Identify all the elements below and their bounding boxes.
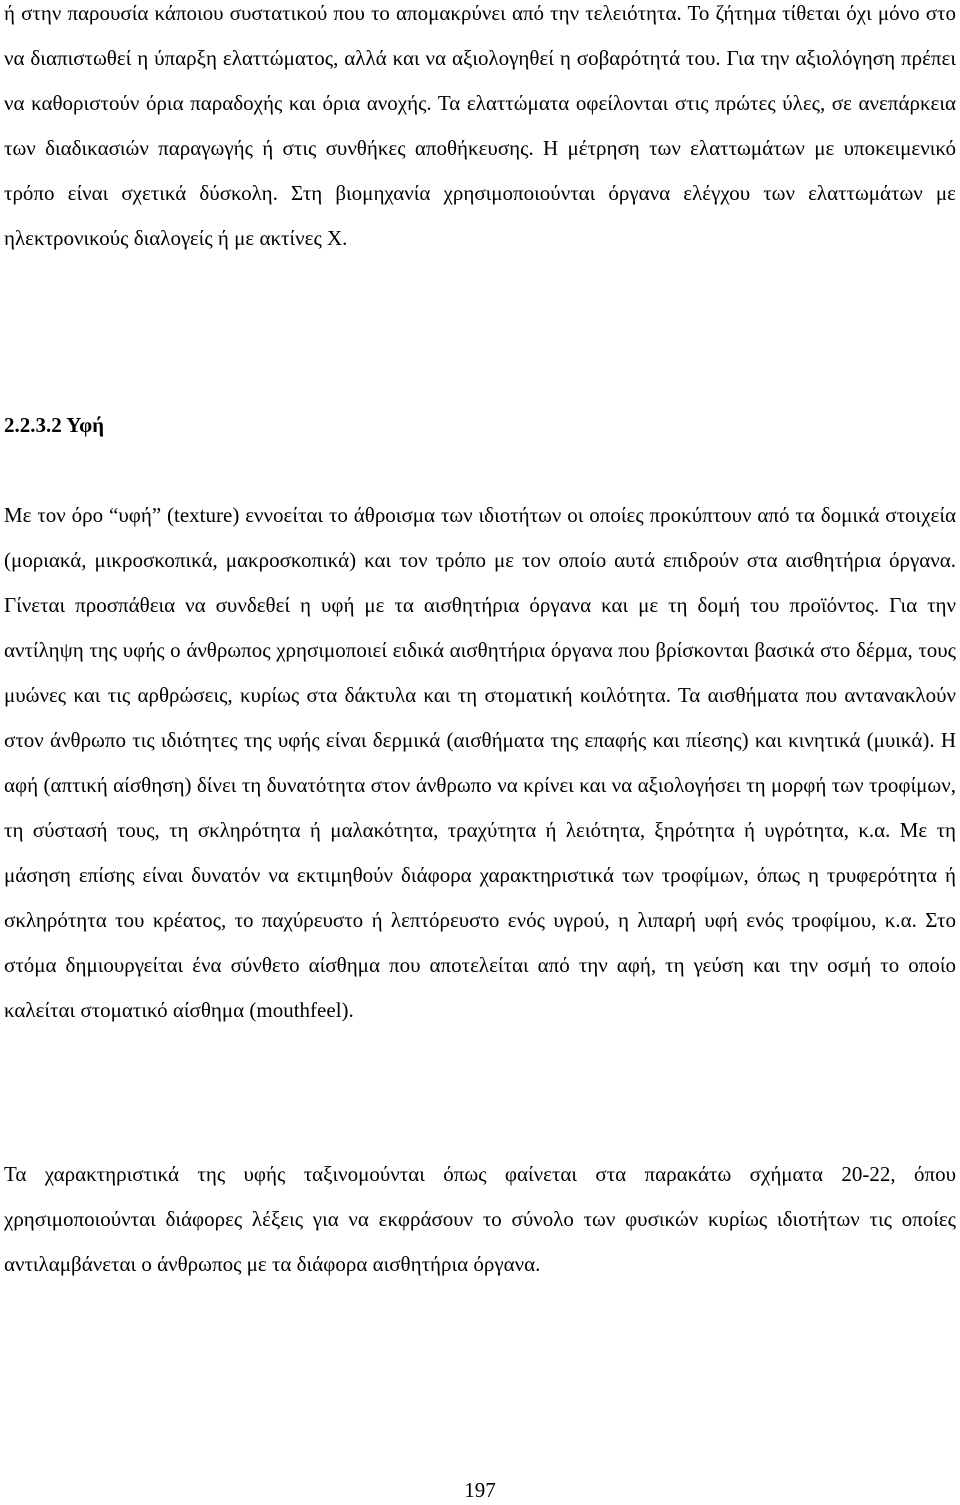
section-heading: 2.2.3.2 Υφή	[4, 413, 105, 437]
paragraph-defects: ή στην παρουσία κάποιου συστατικού που το απομακρύνει από την τελειότητα. Το ζήτημα τίθεται όχι μόνο στο να διαπιστωθεί η ύπαρξη ελαττώματος, αλλά και να αξιολογηθεί η σοβαρότητά του. Για την αξιολόγηση πρέπει να καθοριστούν όρια παραδοχής και όρια ανοχής. Τα ελαττώματα οφείλονται στις πρώτες ύλες, σε ανεπάρκεια των διαδικασιών παραγωγής ή στις συνθήκες αποθήκευσης. Η μέτρηση των ελαττωμάτων με υποκειμενικό τρόπο είναι σχετικά δύσκολη. Στη βιομηχανία χρησιμοποιούνται όργανα ελέγχου των ελαττωμάτων με ηλεκτρονικούς διαλογείς ή με ακτίνες Χ.	[4, 1, 956, 250]
paragraph-texture-definition: Με τον όρο “υφή” (texture) εννοείται το άθροισμα των ιδιοτήτων οι οποίες προκύπτουν από τα δομικά στοιχεία (μοριακά, μικροσκοπικά, μακροσκοπικά) και τον τρόπο με τον οποίο αυτά επιδρούν στα αισθητήρια όργανα. Γίνεται προσπάθεια να συνδεθεί η υφή με τα αισθητήρια όργανα και με τη δομή του προϊόντος. Για την αντίληψη της υφής ο άνθρωπος χρησιμοποιεί ειδικά αισθητήρια όργανα που βρίσκονται βασικά στο δέρμα, τους μυώνες και τις αρθρώσεις, κυρίως στα δάκτυλα και τη στοματική κοιλότητα. Τα αισθήματα που αντανακλούν στον άνθρωπο τις ιδιότητες της υφής είναι δερμικά (αισθήματα της επαφής και πίεσης) και κινητικά (μυικά). Η αφή (απτική αίσθηση) δίνει τη δυνατότητα στον άνθρωπο να κρίνει και να αξιολογήσει τη μορφή των τροφίμων, τη σύστασή τους, τη σκληρότητα ή μαλακότητα, τραχύτητα ή λειότητα, ξηρότητα ή υγρότητα, κ.α. Με τη μάσηση επίσης είναι δυνατόν να εκτιμηθούν διάφορα χαρακτηριστικά των τροφίμων, όπως η τρυφερότητα ή σκληρότητα του κρέατος, το παχύρευστο ή λεπτόρευστο ενός υγρού, η λιπαρή υφή ενός τροφίμου, κ.α. Στο στόμα δημιουργείται ένα σύνθετο αίσθημα που αποτελείται από την αφή, τη γεύση και την οσμή το οποίο καλείται στοματικό αίσθημα (mouthfeel).	[4, 503, 956, 1022]
page-number: 197	[464, 1478, 496, 1502]
paragraph-texture-classification: Τα χαρακτηριστικά της υφής ταξινομούνται όπως φαίνεται στα παρακάτω σχήματα 20-22, όπου χρησιμοποιούνται διάφορες λέξεις για να εκφράσουν το σύνολο των φυσικών κυρίως ιδιοτήτων τις οποίες αντιλαμβάνεται ο άνθρωπος με τα διάφορα αισθητήρια όργανα.	[4, 1162, 956, 1276]
